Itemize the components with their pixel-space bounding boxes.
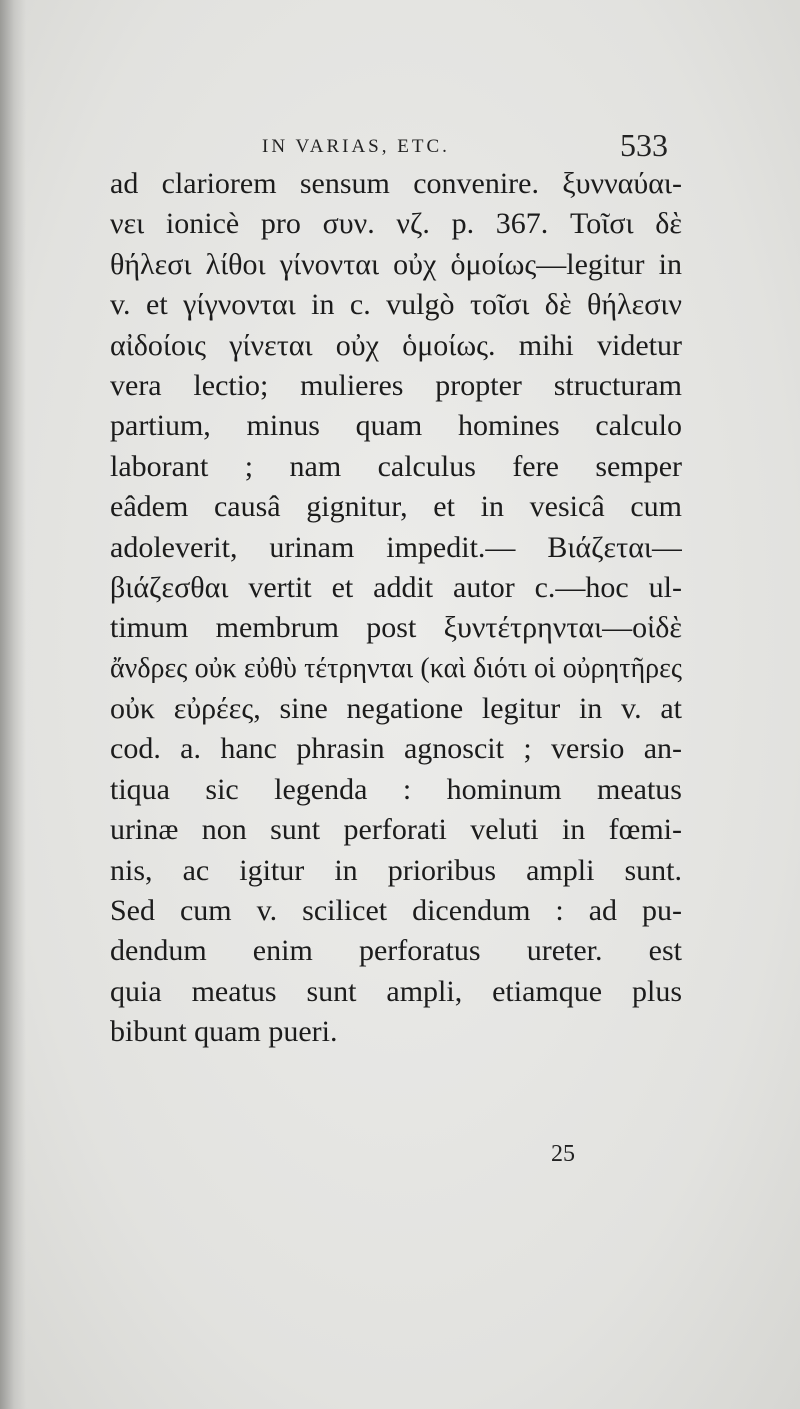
- text-line: partium, minus quam homines calculo: [110, 409, 682, 443]
- text-line: nis, ac igitur in prioribus ampli sunt.: [110, 853, 682, 887]
- text-line: βιάζεσθαι vertit et addit autor c.—hoc ul-: [110, 570, 682, 604]
- text-line: tiqua sic legenda : hominum meatus: [110, 772, 682, 806]
- text-line: quia meatus sunt ampli, etiamque plus: [110, 974, 682, 1008]
- signature-mark: 25: [551, 1141, 575, 1167]
- text-line: οὐκ εὐρέες, sine negatione legitur in v. at: [110, 692, 682, 726]
- text-line: timum membrum post ξυντέτρηνται—οἱδὲ: [110, 611, 682, 645]
- text-line: adoleverit, urinam impedit.— Βιάζεται—: [110, 530, 682, 564]
- text-line: ad clariorem sensum convenire. ξυνναύαι-: [110, 167, 682, 200]
- text-line: dendum enim perforatus ureter. est: [110, 934, 682, 968]
- gutter-shadow: [0, 0, 26, 1409]
- text-line: cod. a. hanc phrasin agnoscit ; versio an-: [110, 732, 682, 766]
- text-line: νει ionicè pro συν. νζ. p. 367. Τοῖσι δὲ: [110, 207, 682, 241]
- text-line: bibunt quam pueri.: [110, 1015, 338, 1049]
- text-line: eâdem causâ gignitur, et in vesicâ cum: [110, 490, 682, 524]
- running-title: IN VARIAS, ETC.: [262, 136, 450, 157]
- text-line: αἰδοίοις γίνεται οὐχ ὁμοίως. mihi videtur: [110, 328, 682, 362]
- body-text: [110, 164, 682, 1053]
- text-line: laborant ; nam calculus fere semper: [110, 449, 682, 483]
- text-line: v. et γίγνονται in c. vulgò τοῖσι δὲ θήλεσιν: [110, 288, 682, 322]
- text-line: θήλεσι λίθοι γίνονται οὐχ ὁμοίως—legitur in: [110, 247, 682, 281]
- text-line: vera lectio; mulieres propter structuram: [110, 368, 682, 402]
- text-line: urinæ non sunt perforati veluti in fœmi-: [110, 813, 682, 847]
- text-line: ἄνδρες οὐκ εὐθὺ τέτρηνται (καὶ διότι οἱ οὐρητῆρες: [110, 652, 682, 684]
- page-number: 533: [620, 127, 668, 163]
- text-line: Sed cum v. scilicet dicendum : ad pu-: [110, 894, 682, 928]
